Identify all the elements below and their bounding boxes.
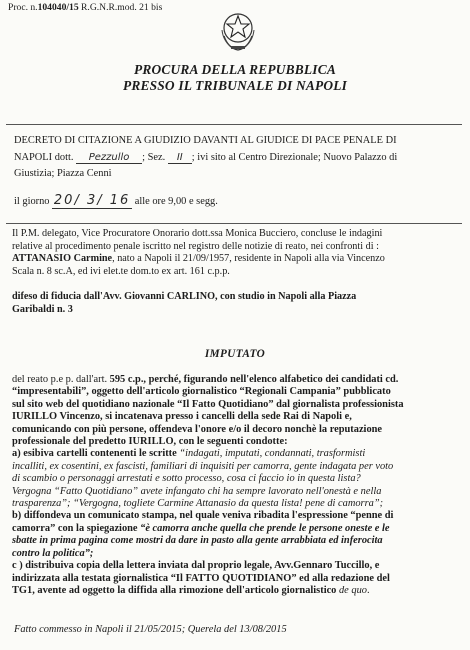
charge-l2: “impresentabili”, oggetto dell'articolo giornalistico “Regionali Campania” pubblicato bbox=[12, 386, 391, 398]
decreto-line4 bbox=[14, 193, 218, 209]
decreto-line4-post: alle ore 9,00 e segg. bbox=[134, 196, 218, 207]
hearing-date-handwritten: 20/ 3/ 16 bbox=[53, 193, 131, 208]
charge-l1a: del reato p.e p. dall'art. bbox=[12, 374, 110, 385]
pm-line1: Il P.M. delegato, Vice Procuratore Onorario dott.ssa Monica Bucciero, concluse le indagini bbox=[12, 228, 383, 239]
judge-name-handwritten: Pezzullo bbox=[76, 152, 142, 164]
decreto-line2 bbox=[14, 152, 397, 164]
charge-l4: IURILLO Vincenzo, si incatenava presso i cancelli della sede Rai di Napoli e, bbox=[12, 411, 352, 423]
proc-number-value: 104040/15 bbox=[37, 2, 79, 13]
charge-l7b: “indagati, imputati, condannati, trasformisti bbox=[179, 448, 366, 460]
defense-line1: difeso di fiducia dall'Avv. Giovanni CARLINO, con studio in Napoli alla Piazza bbox=[12, 291, 357, 302]
proc-suffix: R.G.N.R.mod. 21 bis bbox=[78, 2, 163, 13]
charge-l13a: camorra” con la spiegazione bbox=[12, 522, 141, 534]
proc-prefix: Proc. n. bbox=[8, 2, 38, 13]
defendant-line2: Scala n. 8 sc.A, ed ivi elet.te dom.to ex art. 161 c.p.p. bbox=[12, 265, 230, 277]
defendant-name: ATTANASIO Carmine bbox=[12, 253, 113, 264]
italian-republic-emblem-icon bbox=[218, 6, 258, 52]
decreto-line2-post: ; ivi sito al Centro Direzionale; Nuovo Palazzo di bbox=[191, 152, 398, 163]
imputato-heading: IMPUTATO bbox=[204, 348, 266, 360]
charge-l16: c ) distribuiva copia della lettera inviata dal proprio legale, Avv.Gennaro Tuccillo, e bbox=[12, 560, 380, 572]
charge-l5: comunicando con più persone, offendeva l'onore e/o il decoro nonchè la reputazione bbox=[12, 423, 383, 435]
charge-l13b: “è camorra anche quella che prende le persone oneste e le bbox=[140, 522, 390, 534]
charge-l17: indirizzata alla testata giornalistica “Il FATTO QUOTIDIANO” ed alla redazione del bbox=[12, 572, 390, 584]
decreto-line2-mid: ; Sez. bbox=[142, 152, 166, 163]
charge-paragraph bbox=[12, 374, 460, 597]
charge-l11: trasparenza”; “Vergogna, togliete Carmine Attanasio da questa lista! pene di camorra”; bbox=[12, 498, 384, 510]
charge-l1b: 595 c.p., perché, figurando nell'elenco alfabetico dei candidati cd. bbox=[109, 374, 399, 385]
charge-l8: incalliti, ex cosentini, ex fascisti, familiari di inquisiti per camorra, gente indagata per voto bbox=[12, 460, 394, 472]
charge-l10: Vergogna “Fatto Quotidiano” avete infangato chi ha sempre lavorato nell'onestà e nella bbox=[12, 485, 382, 497]
charge-l7a: a) esibiva cartelli contenenti le scritte bbox=[12, 448, 180, 460]
charge-l18a: TG1, avente ad oggetto la diffida alla rimozione dell'articolo giornalistico bbox=[12, 584, 339, 596]
decreto-line1: DECRETO DI CITAZIONE A GIUDIZIO DAVANTI AL GIUDICE DI PACE PENALE DI bbox=[14, 135, 397, 146]
decreto-line4-pre: il giorno bbox=[14, 196, 50, 207]
office-title-line1: PROCURA DELLA REPUBBLICA bbox=[134, 62, 336, 77]
offense-date-line: Fatto commesso in Napoli il 21/05/2015; Querela del 13/08/2015 bbox=[14, 624, 287, 635]
charge-l18b: de quo bbox=[338, 584, 367, 596]
pm-paragraph bbox=[12, 228, 460, 253]
charge-l14: sbatte in prima pagina come mostri da dare in pasto alla gente arrabbiata ed inferocita bbox=[12, 535, 383, 547]
section-handwritten: II bbox=[168, 152, 192, 164]
office-title-line2: PRESSO IL TRIBUNALE DI NAPOLI bbox=[122, 78, 348, 93]
charge-l6: professionale del predetto IURILLO, con le seguenti condotte: bbox=[12, 436, 288, 448]
charge-l18c: . bbox=[366, 584, 370, 596]
charge-l9: di scambio o personaggi arrestati e sotto processo, cosa ci faccio io in questa lista? bbox=[12, 473, 361, 485]
pm-line2: relative al procedimento penale iscritto nel registro delle notizie di reato, nei confronti di : bbox=[12, 240, 379, 252]
defense-paragraph bbox=[12, 291, 460, 316]
defendant-paragraph bbox=[12, 253, 460, 278]
decreto-line3: Giustizia; Piazza Cenni bbox=[14, 168, 112, 179]
defendant-line1-rest: , nato a Napoli il 21/09/1957, residente in Napoli alla via Vincenzo bbox=[112, 253, 385, 264]
charge-l3: sul sito web del quotidiano nazionale “Il Fatto Quotidiano” dal giornalista professionista bbox=[12, 398, 404, 410]
defense-line2: Garibaldi n. 3 bbox=[12, 303, 73, 315]
charge-l12: b) diffondeva un comunicato stampa, nel quale veniva ribadita l'espressione “penne di bbox=[12, 510, 394, 522]
charge-l15: contro la politica”; bbox=[12, 547, 94, 559]
proceeding-number bbox=[8, 2, 162, 13]
decreto-line2-pre: NAPOLI dott. bbox=[14, 152, 74, 163]
